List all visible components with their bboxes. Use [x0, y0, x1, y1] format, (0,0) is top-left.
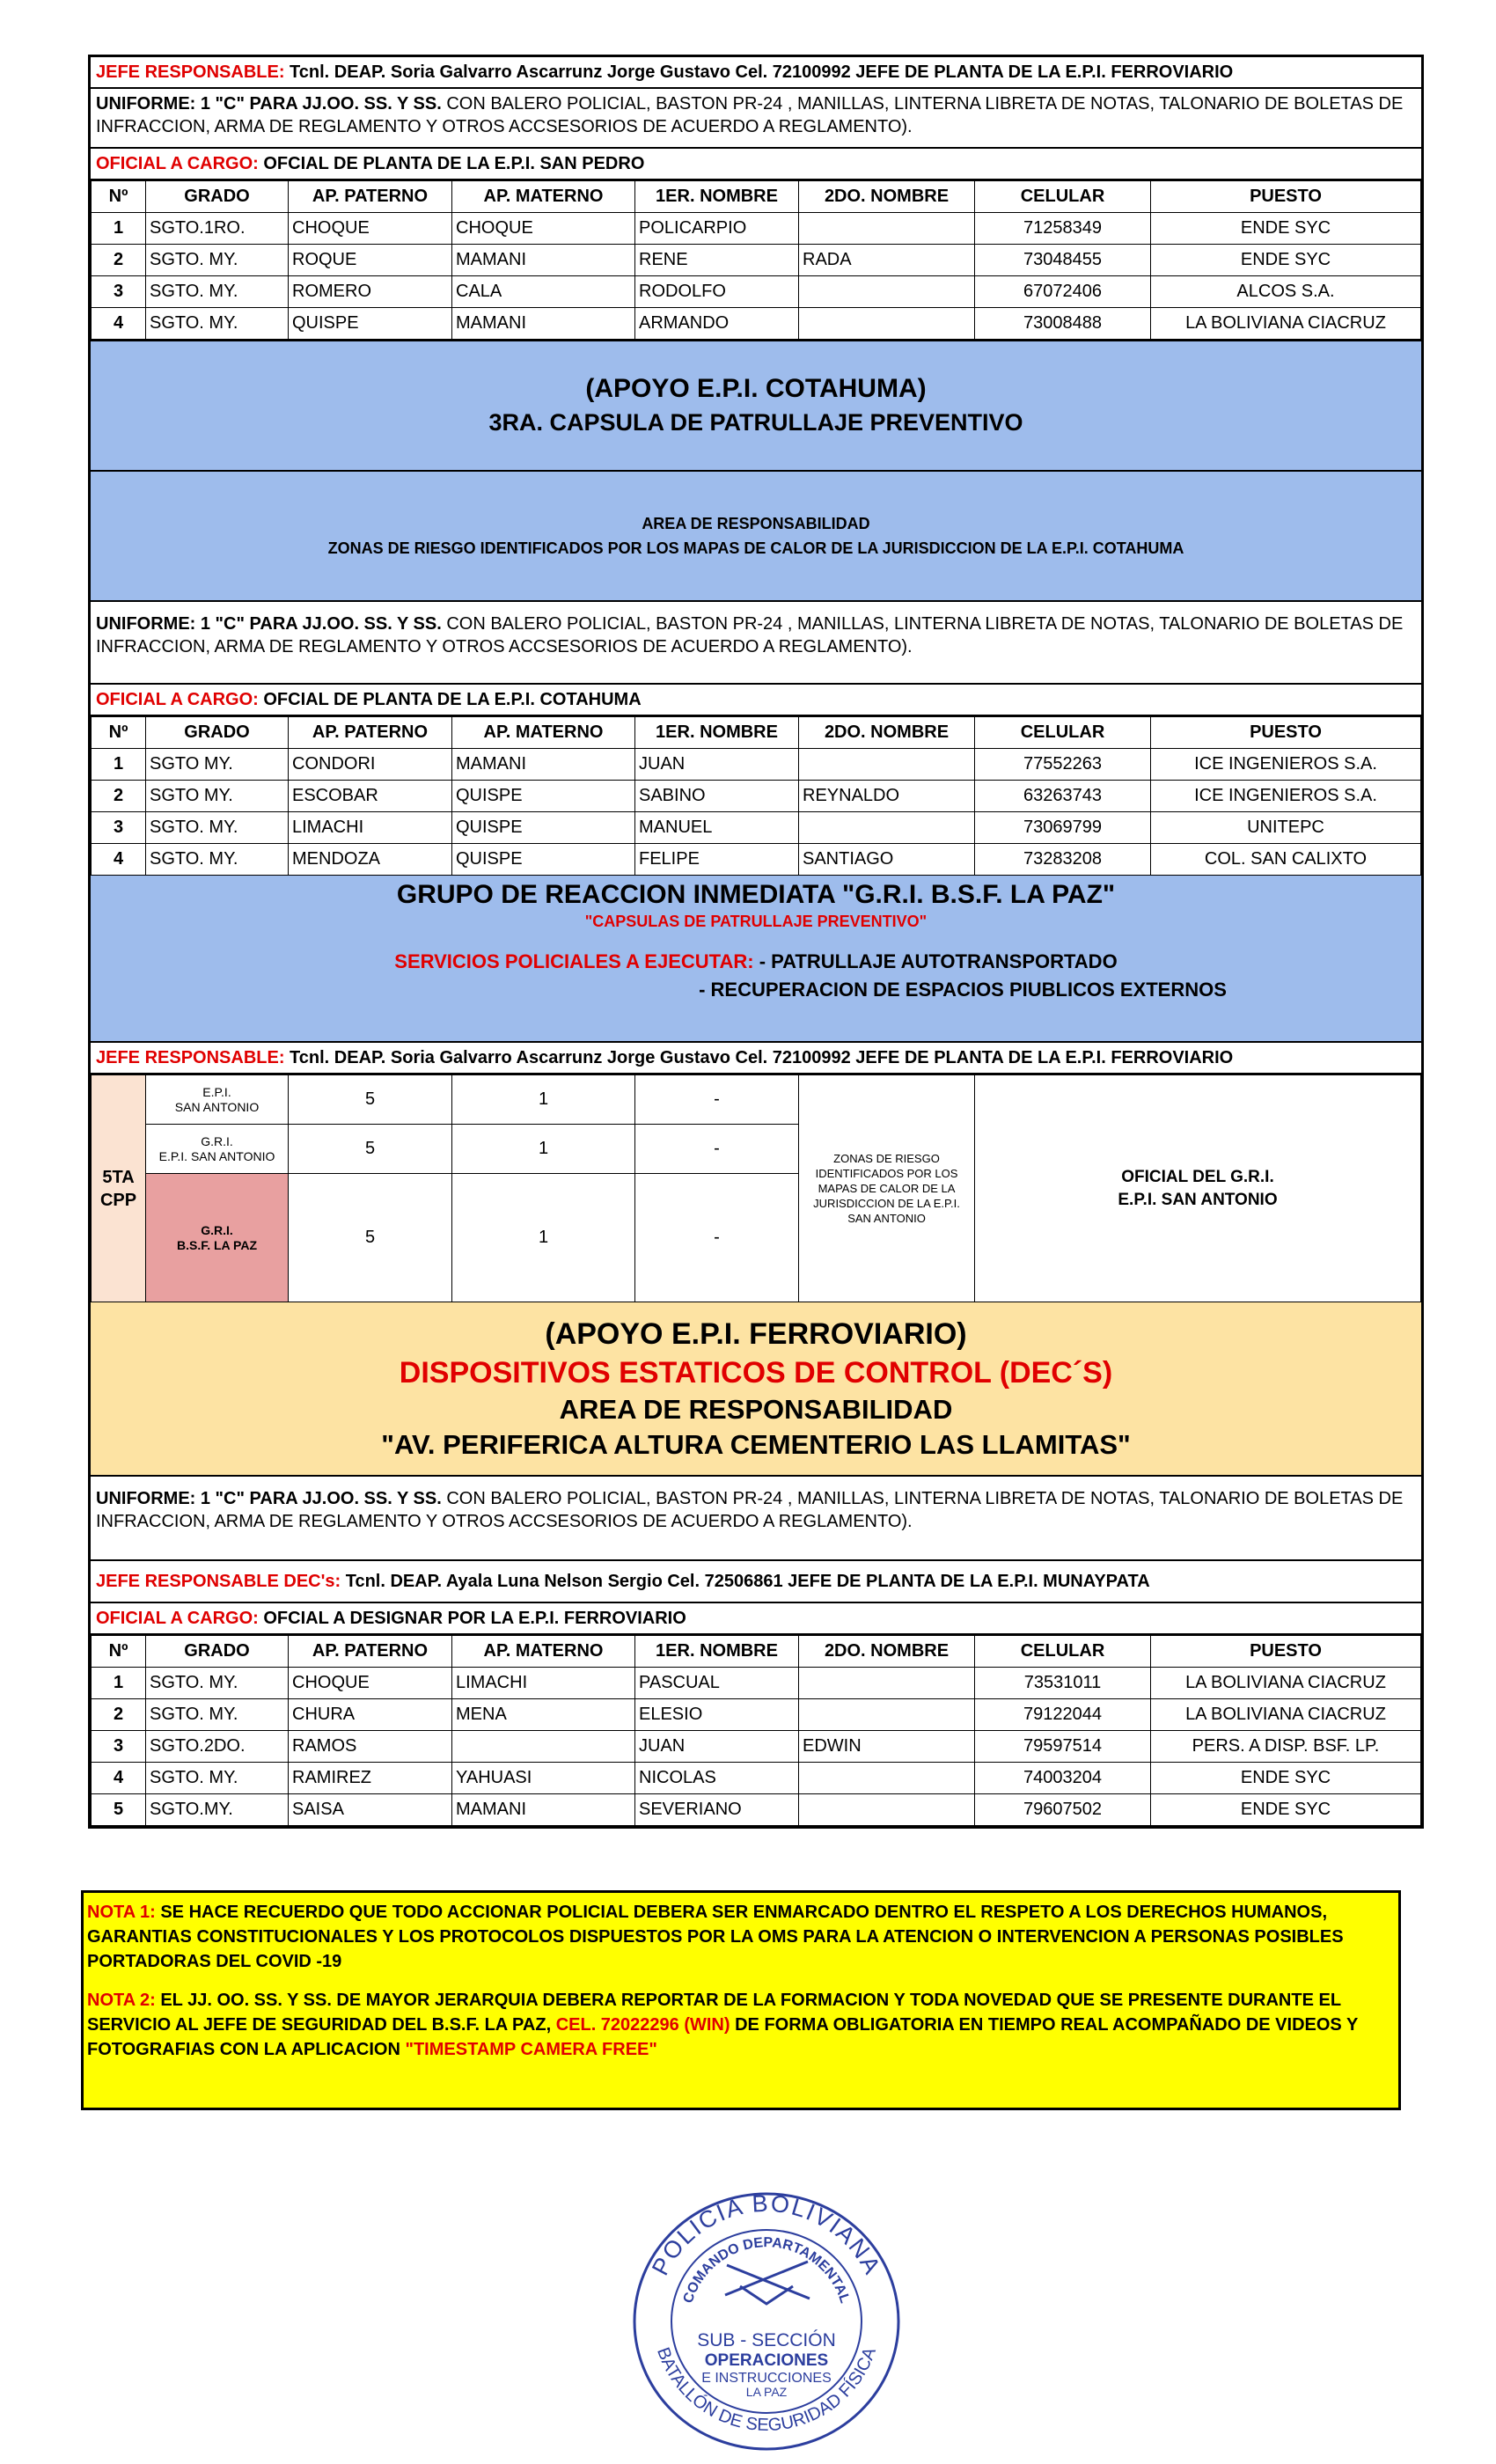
table-cell: SGTO.1RO. [146, 213, 289, 245]
table-cell: LIMACHI [289, 812, 452, 844]
table-row [92, 213, 1421, 245]
unit-name-1: G.R.I. [201, 1133, 233, 1148]
column-header: AP. PATERNO [289, 717, 452, 749]
table-cell: RAMOS [289, 1731, 452, 1763]
unit-name-2: SAN ANTONIO [174, 1099, 260, 1114]
column-header: AP. MATERNO [452, 717, 635, 749]
table-cell: 74003204 [975, 1763, 1151, 1794]
column-header: AP. MATERNO [452, 181, 635, 213]
table-header-row [92, 717, 1421, 749]
zonas-cell: ZONAS DE RIESGO IDENTIFICADOS POR LOS MAPAS DE CALOR DE LA JURISDICCION DE LA E.P.I. SAN ANTONIO [799, 1075, 975, 1302]
table-cell: CHOQUE [289, 213, 452, 245]
table-row [92, 1699, 1421, 1731]
table-cell: LA BOLIVIANA CIACRUZ [1151, 1699, 1421, 1731]
nota-2-text-a: EL JJ. OO. SS. Y SS. DE MAYOR JERARQUIA DEBERA REPORTAR DE LA FORMACION Y TODA NOVEDAD QUE SE PRESENTE DURANTE EL SERVICIO AL JEFE DE SEGURIDAD DEL B.S.F. LA PAZ, [87, 1991, 1341, 2035]
seal-top-text: POLICIA BOLIVIANA [647, 2189, 886, 2280]
uniforme-text: CON BALERO POLICIAL, BASTON PR-24 , MANILLAS, LINTERNA LIBRETA DE NOTAS, TALONARIO DE BOLETAS DE INFRACCION, ARMA DE REGLAMENTO Y OTROS ACCSESORIOS DE ACUERDO A REGLAMENTO). [96, 1489, 1404, 1531]
table-header-row [92, 181, 1421, 213]
column-header: PUESTO [1151, 717, 1421, 749]
table-cell: SGTO MY. [146, 781, 289, 812]
oficial-gri-cell [975, 1075, 1421, 1302]
table-cell [799, 1794, 975, 1826]
table-cell: 73069799 [975, 812, 1151, 844]
table-cell: LA BOLIVIANA CIACRUZ [1151, 308, 1421, 340]
gri-banner [91, 876, 1421, 1043]
table-cell: CONDORI [289, 749, 452, 781]
table-cell: UNITEPC [1151, 812, 1421, 844]
jefe-responsable-decs-row [91, 1561, 1421, 1603]
table-cell: MANUEL [635, 812, 799, 844]
table-cell: 2 [92, 245, 146, 276]
table-cell: RODOLFO [635, 276, 799, 308]
unit-name-cell [146, 1075, 289, 1125]
table-cell: CHOQUE [452, 213, 635, 245]
table-cell: SABINO [635, 781, 799, 812]
table-cell: EDWIN [799, 1731, 975, 1763]
table-cell: PASCUAL [635, 1668, 799, 1699]
table-cell: 2 [92, 781, 146, 812]
table-row [92, 781, 1421, 812]
table-cell: SGTO. MY. [146, 308, 289, 340]
table-cell: ELESIO [635, 1699, 799, 1731]
oficial-text: OFCIAL A DESIGNAR POR LA E.P.I. FERROVIARIO [258, 1609, 686, 1628]
column-header: 1ER. NOMBRE [635, 181, 799, 213]
table-cell: PERS. A DISP. BSF. LP. [1151, 1731, 1421, 1763]
column-header: PUESTO [1151, 1636, 1421, 1668]
apoyo-ferroviario-banner [91, 1302, 1421, 1477]
column-header: Nº [92, 717, 146, 749]
unit-name-1: E.P.I. [202, 1084, 231, 1099]
table-cell: RADA [799, 245, 975, 276]
unit-value-c: - [635, 1125, 799, 1174]
table-cell: MAMANI [452, 749, 635, 781]
column-header: CELULAR [975, 1636, 1151, 1668]
personnel-assignment-document [88, 55, 1424, 1829]
table-cell [799, 749, 975, 781]
table-cell: FELIPE [635, 844, 799, 876]
table-cell: MENA [452, 1699, 635, 1731]
unit-value-b: 1 [452, 1075, 635, 1125]
area-responsabilidad-banner [91, 472, 1421, 602]
unit-value-a: 5 [289, 1125, 452, 1174]
table-cell: 79597514 [975, 1731, 1151, 1763]
unit-name-2: E.P.I. SAN ANTONIO [158, 1148, 275, 1163]
unit-value-b: 1 [452, 1174, 635, 1302]
table-cell [799, 213, 975, 245]
seal-line-4: LA PAZ [745, 2385, 788, 2399]
table-cell [452, 1731, 635, 1763]
police-seal-stamp [621, 2181, 912, 2453]
table-cell: REYNALDO [799, 781, 975, 812]
oficial-label: OFICIAL A CARGO: [96, 1609, 259, 1628]
table-cell: 1 [92, 1668, 146, 1699]
table-cell: ALCOS S.A. [1151, 276, 1421, 308]
nota-1-label: NOTA 1: [87, 1903, 156, 1922]
table-cell: RAMIREZ [289, 1763, 452, 1794]
table-cell: 3 [92, 812, 146, 844]
table-cell [799, 308, 975, 340]
table-cell: SGTO.MY. [146, 1794, 289, 1826]
jefe-text: Tcnl. DEAP. Soria Galvarro Ascarrunz Jorge Gustavo Cel. 72100992 JEFE DE PLANTA DE LA E.P.I. FERROVIARIO [284, 1048, 1234, 1067]
column-header: 1ER. NOMBRE [635, 1636, 799, 1668]
table-cell: 73008488 [975, 308, 1151, 340]
column-header: 2DO. NOMBRE [799, 1636, 975, 1668]
table-row [92, 1731, 1421, 1763]
personnel-table-cotahuma [91, 716, 1421, 876]
oficial-label: OFICIAL A CARGO: [96, 690, 259, 709]
table-row [92, 812, 1421, 844]
table-cell: 73531011 [975, 1668, 1151, 1699]
table-cell: NICOLAS [635, 1763, 799, 1794]
table-row [92, 1668, 1421, 1699]
table-cell: 3 [92, 1731, 146, 1763]
unit-value-c: - [635, 1075, 799, 1125]
servicio-1: - PATRULLAJE AUTOTRANSPORTADO [753, 950, 1118, 972]
table-cell: 71258349 [975, 213, 1151, 245]
table-cell: SGTO. MY. [146, 245, 289, 276]
table-cell: QUISPE [452, 781, 635, 812]
table-cell: MENDOZA [289, 844, 452, 876]
column-header: 1ER. NOMBRE [635, 717, 799, 749]
capsula-title: 3RA. CAPSULA DE PATRULLAJE PREVENTIVO [488, 409, 1023, 436]
table-cell: ARMANDO [635, 308, 799, 340]
table-cell: 63263743 [975, 781, 1151, 812]
apoyo-cotahuma-title: (APOYO E.P.I. COTAHUMA) [585, 374, 927, 403]
oficial-gri-line-1: OFICIAL DEL G.R.I. [1121, 1167, 1274, 1186]
table-cell: SANTIAGO [799, 844, 975, 876]
table-cell: ROMERO [289, 276, 452, 308]
gri-title: GRUPO DE REACCION INMEDIATA "G.R.I. B.S.F. LA PAZ" [396, 880, 1116, 909]
table-cell: QUISPE [452, 844, 635, 876]
jefe-responsable-row [91, 57, 1421, 89]
table-cell: RENE [635, 245, 799, 276]
oficial-label: OFICIAL A CARGO: [96, 154, 259, 173]
servicios-line-1 [91, 948, 1421, 976]
column-header: AP. PATERNO [289, 1636, 452, 1668]
jefe-text: Tcnl. DEAP. Soria Galvarro Ascarrunz Jorge Gustavo Cel. 72100992 JEFE DE PLANTA DE LA E.P.I. FERROVIARIO [284, 62, 1234, 82]
table-cell: ENDE SYC [1151, 245, 1421, 276]
jefe-label: JEFE RESPONSABLE: [96, 62, 285, 82]
area-location: "AV. PERIFERICA ALTURA CEMENTERIO LAS LLAMITAS" [381, 1429, 1131, 1460]
oficial-gri-line-2: E.P.I. SAN ANTONIO [1118, 1190, 1278, 1209]
table-cell: 67072406 [975, 276, 1151, 308]
nota-2-label: NOTA 2: [87, 1991, 156, 2010]
table-row [92, 276, 1421, 308]
table-cell [799, 812, 975, 844]
oficial-text: OFCIAL DE PLANTA DE LA E.P.I. SAN PEDRO [258, 154, 645, 173]
table-row [92, 245, 1421, 276]
unit-value-a: 5 [289, 1174, 452, 1302]
column-header: Nº [92, 1636, 146, 1668]
nota-2 [87, 1988, 1395, 2062]
table-cell: SGTO.2DO. [146, 1731, 289, 1763]
table-cell [799, 276, 975, 308]
table-row [92, 1794, 1421, 1826]
uniforme-text: CON BALERO POLICIAL, BASTON PR-24 , MANILLAS, LINTERNA LIBRETA DE NOTAS, TALONARIO DE BOLETAS DE INFRACCION, ARMA DE REGLAMENTO Y OTROS ACCSESORIOS DE ACUERDO A REGLAMENTO). [96, 94, 1404, 136]
table-cell: MAMANI [452, 308, 635, 340]
table-cell: YAHUASI [452, 1763, 635, 1794]
table-cell [799, 1763, 975, 1794]
nota-1-text: SE HACE RECUERDO QUE TODO ACCIONAR POLICIAL DEBERA SER ENMARCADO DENTRO EL RESPETO A LOS DERECHOS HUMANOS, GARANTIAS CONSTITUCIONALES Y LOS PROTOCOLOS DISPUESTOS POR LA OMS PARA LA ATENCION O INTERVENCION A PERSONAS POSIBLES PORTADORAS DEL COVID -19 [87, 1903, 1344, 1971]
table-cell: MAMANI [452, 1794, 635, 1826]
unit-name-cell-highlight [146, 1174, 289, 1302]
table-cell: 4 [92, 308, 146, 340]
table-cell: CALA [452, 276, 635, 308]
table-cell: 73048455 [975, 245, 1151, 276]
seal-line-1: SUB - SECCIÓN [697, 2330, 836, 2350]
table-cell: ICE INGENIEROS S.A. [1151, 749, 1421, 781]
seal-bottom-text: BATALLÓN DE SEGURIDAD FÍSICA [653, 2344, 880, 2436]
gri-units-table [91, 1074, 1421, 1302]
table-cell: SEVERIANO [635, 1794, 799, 1826]
table-cell: CHURA [289, 1699, 452, 1731]
seal-line-2: OPERACIONES [704, 2351, 829, 2370]
table-cell: SAISA [289, 1794, 452, 1826]
table-row [92, 308, 1421, 340]
unit-name-cell [146, 1125, 289, 1174]
column-header: Nº [92, 181, 146, 213]
unit-row [92, 1075, 1421, 1125]
nota-2-phone: CEL. 72022296 (WIN) [555, 2015, 730, 2035]
table-cell: LA BOLIVIANA CIACRUZ [1151, 1668, 1421, 1699]
personnel-table-san-pedro [91, 180, 1421, 340]
table-cell: SGTO. MY. [146, 1668, 289, 1699]
dispositivos-title: DISPOSITIVOS ESTATICOS DE CONTROL (DEC´S) [399, 1356, 1113, 1390]
apoyo-ferroviario-title: (APOYO E.P.I. FERROVIARIO) [545, 1317, 967, 1351]
uniforme-label: UNIFORME: 1 "C" PARA JJ.OO. SS. Y SS. [96, 94, 442, 114]
jefe-responsable-row [91, 1043, 1421, 1074]
oficial-row [91, 149, 1421, 180]
table-cell: ENDE SYC [1151, 213, 1421, 245]
table-cell [799, 1668, 975, 1699]
table-header-row [92, 1636, 1421, 1668]
oficial-row [91, 685, 1421, 716]
uniforme-row [91, 89, 1421, 149]
table-cell: LIMACHI [452, 1668, 635, 1699]
table-cell: SGTO. MY. [146, 276, 289, 308]
table-cell: SGTO. MY. [146, 812, 289, 844]
area-description: ZONAS DE RIESGO IDENTIFICADOS POR LOS MAPAS DE CALOR DE LA JURISDICCION DE LA E.P.I. COTAHUMA [327, 539, 1184, 557]
apoyo-cotahuma-banner [91, 340, 1421, 472]
area-title: AREA DE RESPONSABILIDAD [642, 515, 870, 532]
table-cell: COL. SAN CALIXTO [1151, 844, 1421, 876]
cpp-cell: 5TA CPP [92, 1075, 146, 1302]
table-cell: ROQUE [289, 245, 452, 276]
gri-subtitle: "CAPSULAS DE PATRULLAJE PREVENTIVO" [584, 913, 928, 930]
table-cell [799, 1699, 975, 1731]
table-cell: POLICARPIO [635, 213, 799, 245]
jefe-text: Tcnl. DEAP. Ayala Luna Nelson Sergio Cel. 72506861 JEFE DE PLANTA DE LA E.P.I. MUNAYPATA [341, 1572, 1150, 1591]
column-header: AP. MATERNO [452, 1636, 635, 1668]
table-cell: MAMANI [452, 245, 635, 276]
column-header: GRADO [146, 717, 289, 749]
nota-1 [87, 1900, 1395, 1974]
oficial-row [91, 1603, 1421, 1635]
column-header: GRADO [146, 181, 289, 213]
table-cell: ENDE SYC [1151, 1794, 1421, 1826]
table-cell: 1 [92, 213, 146, 245]
servicio-2: - RECUPERACION DE ESPACIOS PIUBLICOS EXTERNOS [699, 979, 1227, 1001]
nota-2-text-b: DE FORMA OBLIGATORIA EN TIEMPO REAL ACOMPAÑADO DE VIDEOS Y FOTOGRAFIAS CON LA APLICACION [87, 2015, 1358, 2059]
unit-value-b: 1 [452, 1125, 635, 1174]
table-cell: 73283208 [975, 844, 1151, 876]
column-header: GRADO [146, 1636, 289, 1668]
table-cell: JUAN [635, 1731, 799, 1763]
unit-value-a: 5 [289, 1075, 452, 1125]
table-cell: 3 [92, 276, 146, 308]
table-cell: SGTO MY. [146, 749, 289, 781]
uniforme-label: UNIFORME: 1 "C" PARA JJ.OO. SS. Y SS. [96, 614, 442, 634]
column-header: CELULAR [975, 181, 1151, 213]
table-cell: ESCOBAR [289, 781, 452, 812]
column-header: PUESTO [1151, 181, 1421, 213]
table-cell: SGTO. MY. [146, 844, 289, 876]
uniforme-label: UNIFORME: 1 "C" PARA JJ.OO. SS. Y SS. [96, 1489, 442, 1508]
unit-name-2: B.S.F. LA PAZ [177, 1237, 257, 1252]
servicios-label: SERVICIOS POLICIALES A EJECUTAR: [394, 950, 754, 972]
table-row [92, 1763, 1421, 1794]
unit-value-c: - [635, 1174, 799, 1302]
column-header: 2DO. NOMBRE [799, 717, 975, 749]
table-cell: ENDE SYC [1151, 1763, 1421, 1794]
table-cell: QUISPE [289, 308, 452, 340]
column-header: CELULAR [975, 717, 1151, 749]
table-cell: JUAN [635, 749, 799, 781]
table-cell: 1 [92, 749, 146, 781]
table-cell: ICE INGENIEROS S.A. [1151, 781, 1421, 812]
table-cell: 79607502 [975, 1794, 1151, 1826]
notes-box [81, 1890, 1401, 2110]
jefe-label: JEFE RESPONSABLE: [96, 1048, 285, 1067]
table-cell: QUISPE [452, 812, 635, 844]
oficial-text: OFCIAL DE PLANTA DE LA E.P.I. COTAHUMA [258, 690, 642, 709]
uniforme-row [91, 1477, 1421, 1561]
table-cell: 79122044 [975, 1699, 1151, 1731]
table-row [92, 844, 1421, 876]
column-header: 2DO. NOMBRE [799, 181, 975, 213]
table-cell: SGTO. MY. [146, 1699, 289, 1731]
table-cell: 4 [92, 1763, 146, 1794]
table-cell: 4 [92, 844, 146, 876]
table-cell: CHOQUE [289, 1668, 452, 1699]
table-cell: 77552263 [975, 749, 1151, 781]
seal-inner-text: COMANDO DEPARTAMENTAL [680, 2235, 853, 2306]
column-header: AP. PATERNO [289, 181, 452, 213]
jefe-label: JEFE RESPONSABLE DEC's: [96, 1572, 341, 1591]
seal-line-3: E INSTRUCCIONES [701, 2371, 832, 2386]
nota-2-app: "TIMESTAMP CAMERA FREE" [405, 2040, 657, 2059]
uniforme-text: CON BALERO POLICIAL, BASTON PR-24 , MANILLAS, LINTERNA LIBRETA DE NOTAS, TALONARIO DE BOLETAS DE INFRACCION, ARMA DE REGLAMENTO Y OTROS ACCSESORIOS DE ACUERDO A REGLAMENTO). [96, 614, 1404, 656]
table-row [92, 749, 1421, 781]
unit-name-1: G.R.I. [201, 1222, 233, 1237]
area-title: AREA DE RESPONSABILIDAD [559, 1394, 953, 1425]
table-cell: 5 [92, 1794, 146, 1826]
table-cell: SGTO. MY. [146, 1763, 289, 1794]
personnel-table-ferroviario [91, 1635, 1421, 1826]
table-cell: 2 [92, 1699, 146, 1731]
uniforme-row [91, 602, 1421, 685]
